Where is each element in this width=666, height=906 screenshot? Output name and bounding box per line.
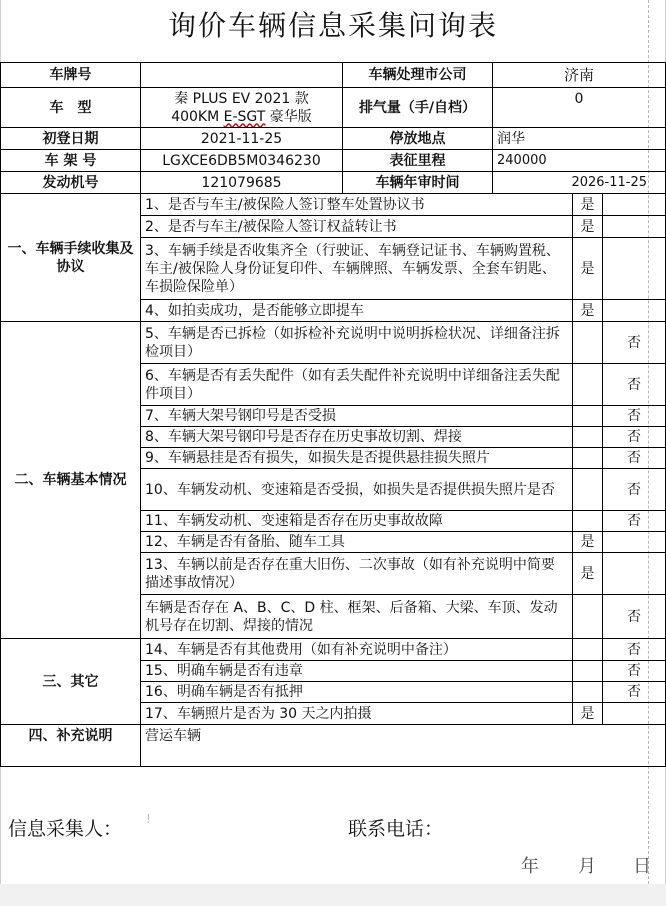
city-value[interactable]: 济南	[493, 63, 666, 88]
item-answer-yes[interactable]: 是	[573, 532, 603, 553]
item-answer-no[interactable]: 否	[603, 661, 666, 682]
section-3-label: 三、其它	[1, 639, 141, 725]
item-question: 6、车辆是否有丢失配件（如有丢失配件补充说明中详细备注丢失配件项目）	[141, 364, 573, 406]
page-title: 询价车辆信息采集问询表	[167, 9, 498, 42]
model-value-line1: 秦 PLUS EV 2021 款	[174, 90, 309, 107]
reg-date-value[interactable]: 2021-11-25	[141, 128, 343, 150]
row-vin	[1, 150, 666, 172]
item-answer-yes[interactable]	[573, 511, 603, 532]
item-answer-no[interactable]	[603, 216, 666, 238]
item-question: 2、是否与车主/被保险人签订权益转让书	[141, 216, 573, 238]
item-row	[1, 322, 666, 364]
item-answer-yes[interactable]: 是	[573, 238, 603, 300]
collector-signature-mark[interactable]: !	[146, 812, 151, 826]
section-2-label: 二、车辆基本情况	[1, 322, 141, 639]
mileage-label: 表征里程	[343, 150, 493, 172]
item-answer-yes[interactable]: 是	[573, 553, 603, 595]
item-question: 11、车辆发动机、变速箱是否存在历史事故故障	[141, 511, 573, 532]
item-answer-no[interactable]: 否	[603, 639, 666, 661]
reg-date-label: 初登日期	[1, 128, 141, 150]
model-value-line2	[145, 108, 338, 126]
row-engine	[1, 172, 666, 194]
model-value-trim-code: E-SGT	[223, 108, 266, 125]
item-answer-no[interactable]	[603, 553, 666, 595]
item-answer-no[interactable]	[603, 238, 666, 300]
park-value[interactable]: 润华	[493, 128, 666, 150]
item-answer-no[interactable]: 否	[603, 682, 666, 703]
item-answer-no[interactable]: 否	[603, 322, 666, 364]
bottom-gray-strip	[0, 884, 666, 906]
item-answer-no[interactable]: 否	[603, 595, 666, 639]
section-1-label: 一、车辆手续收集及协议	[1, 194, 141, 322]
item-answer-yes[interactable]	[573, 682, 603, 703]
item-answer-yes[interactable]	[573, 427, 603, 448]
engine-label: 发动机号	[1, 172, 141, 194]
plate-value[interactable]	[141, 63, 343, 88]
item-row	[1, 639, 666, 661]
collector-label: 信息采集人：	[8, 818, 123, 840]
item-question: 3、车辆手续是否收集齐全（行驶证、车辆登记证书、车辆购置税、车主/被保险人身份证复印件、车辆牌照、车辆发票、全套车钥匙、车损险保险单）	[141, 238, 573, 300]
item-answer-no[interactable]: 否	[603, 511, 666, 532]
item-question: 8、车辆大架号钢印号是否存在历史事故切割、焊接	[141, 427, 573, 448]
vin-value[interactable]: LGXCE6DB5M0346230	[141, 150, 343, 172]
model-value[interactable]	[141, 88, 343, 128]
park-label: 停放地点	[343, 128, 493, 150]
section-4-label: 四、补充说明	[1, 725, 141, 767]
item-question: 车辆是否存在 A、B、C、D 柱、框架、后备箱、大梁、车顶、发动机号存在切割、焊接的情况	[141, 595, 573, 639]
item-answer-no[interactable]: 否	[603, 448, 666, 469]
model-value-range: 400KM	[171, 108, 224, 125]
plate-label: 车牌号	[1, 63, 141, 88]
date-year: 年	[521, 856, 539, 877]
item-question: 5、车辆是否已拆检（如拆检补充说明中说明拆检状况、详细备注拆检项目）	[141, 322, 573, 364]
item-answer-no[interactable]	[603, 532, 666, 553]
item-answer-no[interactable]: 否	[603, 406, 666, 427]
item-answer-yes[interactable]	[573, 406, 603, 427]
item-question: 4、如拍卖成功，是否能够立即提车	[141, 300, 573, 322]
item-answer-no[interactable]: 否	[603, 364, 666, 406]
model-value-edition: 豪华版	[265, 108, 312, 125]
date-day: 日	[633, 856, 651, 877]
item-answer-yes[interactable]	[573, 469, 603, 511]
item-row	[1, 194, 666, 216]
item-answer-yes[interactable]	[573, 448, 603, 469]
inspect-value[interactable]: 2026-11-25	[493, 172, 666, 194]
item-answer-yes[interactable]	[573, 595, 603, 639]
date-month: 月	[578, 856, 596, 877]
row-plate	[1, 63, 666, 88]
item-answer-no[interactable]: 否	[603, 427, 666, 448]
item-answer-no[interactable]	[603, 703, 666, 725]
item-question: 1、是否与车主/被保险人签订整车处置协议书	[141, 194, 573, 216]
item-answer-no[interactable]	[603, 194, 666, 216]
mileage-value[interactable]: 240000	[493, 150, 666, 172]
model-label: 车 型	[1, 88, 141, 128]
supplement-text[interactable]: 营运车辆	[141, 725, 666, 767]
item-question: 14、车辆是否有其他费用（如有补充说明中备注）	[141, 639, 573, 661]
item-answer-yes[interactable]	[573, 364, 603, 406]
supplement-row	[1, 725, 666, 767]
item-answer-yes[interactable]	[573, 322, 603, 364]
vin-label: 车 架 号	[1, 150, 141, 172]
phone-label: 联系电话：	[348, 818, 444, 840]
item-question: 17、车辆照片是否为 30 天之内拍摄	[141, 703, 573, 725]
item-answer-yes[interactable]: 是	[573, 300, 603, 322]
item-answer-yes[interactable]: 是	[573, 216, 603, 238]
item-question: 9、车辆悬挂是否有损失，如损失是否提供悬挂损失照片	[141, 448, 573, 469]
item-answer-yes[interactable]: 是	[573, 703, 603, 725]
row-model	[1, 88, 666, 128]
item-question: 10、车辆发动机、变速箱是否受损，如损失是否提供损失照片是否	[141, 469, 573, 511]
item-answer-yes[interactable]	[573, 639, 603, 661]
item-answer-no[interactable]	[603, 300, 666, 322]
item-answer-no[interactable]: 否	[603, 469, 666, 511]
displacement-value[interactable]: 0	[493, 88, 666, 128]
city-label: 车辆处理市公司	[343, 63, 493, 88]
item-question: 12、车辆是否有备胎、随车工具	[141, 532, 573, 553]
inspect-label: 车辆年审时间	[343, 172, 493, 194]
item-answer-yes[interactable]: 是	[573, 194, 603, 216]
inquiry-form-table	[0, 62, 666, 767]
item-question: 7、车辆大架号钢印号是否受损	[141, 406, 573, 427]
engine-value[interactable]: 121079685	[141, 172, 343, 194]
item-question: 16、明确车辆是否有抵押	[141, 682, 573, 703]
item-question: 15、明确车辆是否有违章	[141, 661, 573, 682]
row-reg-date	[1, 128, 666, 150]
displacement-label: 排气量（手/自档）	[343, 88, 493, 128]
item-answer-yes[interactable]	[573, 661, 603, 682]
item-question: 13、车辆以前是否存在重大旧伤、二次事故（如有补充说明中简要描述事故情况）	[141, 553, 573, 595]
